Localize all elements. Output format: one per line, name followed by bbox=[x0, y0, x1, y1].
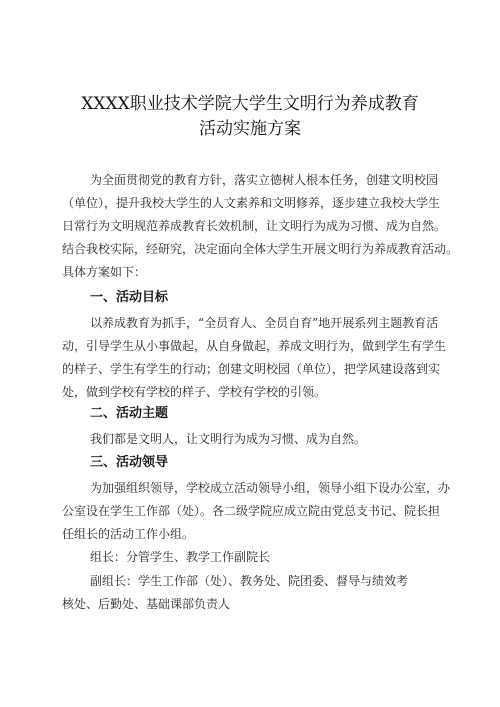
section1-heading: 一、活动目标 bbox=[90, 290, 169, 305]
section2-line: 我们都是文明人，让文明行为成为习惯、成为自然。 bbox=[90, 432, 367, 446]
intro-line: 具体方案如下： bbox=[62, 265, 147, 279]
section1-line: 的样子、学生有学生的行动；创建文明校园（单位），把学风建设落到实 bbox=[62, 362, 441, 376]
section3-line: 公室设在学生工作部（处）。各二级学院应成立院由党总支书记、院长担 bbox=[62, 504, 441, 518]
intro-line: 结合我校实际，经研究，决定面向全体大学生开展文明行为养成教育活动。 bbox=[62, 242, 459, 256]
deputy-line1: 副组长：学生工作部（处）、教务处、院团委、督导与绩效考 bbox=[90, 574, 409, 588]
intro-line: （单位），提升我校大学生的人文素养和文明修养，逐步建立我校大学生 bbox=[62, 196, 441, 210]
section2-heading: 二、活动主题 bbox=[90, 406, 169, 421]
section1-line: 以养成教育为抓手，“全员育人、全员自育”地开展系列主题教育活 bbox=[90, 316, 439, 330]
intro-line: 日常行为文明规范养成教育长效机制，让文明行为成为习惯、成为自然。 bbox=[62, 219, 447, 233]
section1-line: 处，做到学校有学校的样子、学校有学校的引领。 bbox=[62, 385, 327, 399]
leader-line: 组长：分管学生、教学工作副院长 bbox=[90, 550, 271, 564]
section1-line: 动，引导学生从小事做起，从自身做起，养成文明行为，做到学生有学生 bbox=[62, 339, 447, 353]
section3-heading: 三、活动领导 bbox=[90, 455, 169, 470]
document-title-line2: 活动实施方案 bbox=[199, 119, 301, 139]
section3-line: 任组长的活动工作小组。 bbox=[62, 527, 195, 541]
section3-line: 为加强组织领导，学校成立活动领导小组，领导小组下设办公室，办 bbox=[90, 481, 451, 495]
deputy-line2: 核处、后勤处、基础课部负责人 bbox=[62, 597, 231, 611]
document-title-line1: XXXX职业技术学院大学生文明行为养成教育 bbox=[81, 94, 419, 114]
intro-line: 为全面贯彻党的教育方针，落实立德树人根本任务，创建文明校园 bbox=[90, 173, 439, 187]
